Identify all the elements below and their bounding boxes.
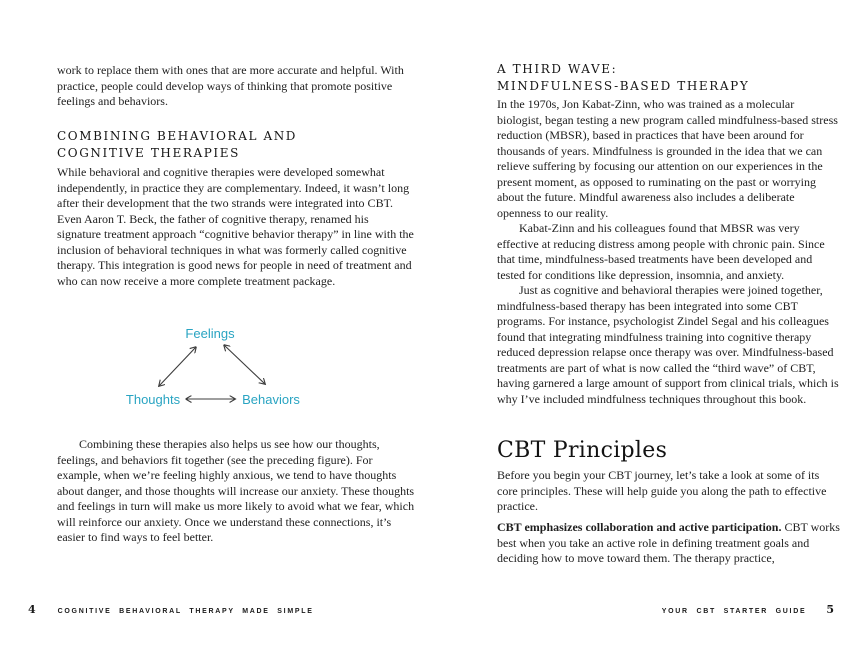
diagram-label-behaviors: Behaviors [242, 392, 300, 407]
right-page-footer [662, 603, 834, 616]
page-number: 5 [826, 603, 834, 616]
third-wave-text-block [497, 97, 841, 407]
diagram-label-thoughts: Thoughts [125, 392, 181, 407]
connections-paragraph: Combining these therapies also helps us see how our thoughts, feelings, and behaviors fit together (see the preceding figure). For example, when we’re feeling highly anxious, we tend to have thoughts about danger, and those thoughts will increase our anxiety. These thoughts and feelings in turn will make us more likely to avoid what we fear, which will reinforce our anxiety. Once we understand these connections, it’s easier to find ways to feel better. [57, 437, 415, 544]
combining-paragraph: While behavioral and cognitive therapies were developed somewhat independently, in practice they are complementary. Indeed, it wasn’t long after their development that the two strands were integrated into CBT. Even Aaron T. Beck, the father of cognitive therapy, renamed his signature treatment approach “cognitive behavior therapy” in line with the inclusion of behavioral techniques in what was formerly called cognitive therapy. This integration is good news for people in need of treatment and who can now receive a more complete treatment package. [57, 165, 414, 288]
diagram-label-feelings: Feelings [185, 326, 235, 341]
arrow-feelings-thoughts [159, 347, 196, 386]
principles-intro-paragraph: Before you begin your CBT journey, let’s take a look at some of its core principles. These will help guide you along the path to effective practice. [497, 468, 827, 513]
section-heading-combining [57, 128, 417, 161]
principle-collaboration-paragraph [497, 520, 841, 567]
third-wave-paragraph: Just as cognitive and behavioral therapies were joined together, mindfulness-based therapy has been integrated into some CBT programs. For instance, psychologist Zindel Segal and his colleagues found that integrating mindfulness training into cognitive therapy reduced depression relapse once therapy was over. Mindfulness-based treatments are part of what is now called the “third wave” of CBT, having garnered a large amount of support from clinical trials, which is why I’ve included mindfulness techniques throughout this book. [497, 283, 839, 406]
running-head: COGNITIVE BEHAVIORAL THERAPY MADE SIMPLE [57, 608, 314, 615]
cbt-triangle-diagram [110, 320, 370, 415]
left-page-footer [28, 603, 314, 616]
section-heading-third-wave [497, 61, 841, 94]
mbsr-paragraph-1: In the 1970s, Jon Kabat-Zinn, who was trained as a molecular biologist, began testing a new program called mindfulness-based stress reduction (MBSR), based in practices that have been around for thousands of years. Mindfulness is grounded in the idea that we can relieve suffering by focusing our attention on our experiences in the present moment, as opposed to ruminating on the past or worrying about the future. Mindful awareness also includes a deliberate openness to our reality. [497, 97, 838, 220]
heading-line: COGNITIVE THERAPIES [57, 145, 240, 160]
heading-line: MINDFULNESS-BASED THERAPY [497, 78, 750, 93]
heading-line: A THIRD WAVE: [497, 62, 618, 76]
mbsr-paragraph-2: Kabat-Zinn and his colleagues found that MBSR was very effective at reducing distress among people with chronic pain. Since that time, mindfulness-based treatments have been developed and tested for conditions like depression, insomnia, and anxiety. [497, 221, 825, 282]
arrow-feelings-behaviors [224, 345, 265, 384]
running-head: YOUR CBT STARTER GUIDE [661, 608, 807, 615]
heading-line: COMBINING BEHAVIORAL AND [57, 129, 298, 143]
principles-heading: CBT Principles [497, 438, 668, 463]
continuation-paragraph: work to replace them with ones that are more accurate and helpful. With practice, people could develop ways of thinking that promote positive feelings and behaviors. [57, 63, 404, 108]
principle-lead: CBT emphasizes collaboration and active participation. [497, 520, 782, 534]
page-number: 4 [28, 603, 36, 616]
principle-rest: CBT works best when you take an active role in defining treatment goals and deciding how to move toward them. The therapy practice, [497, 520, 840, 565]
